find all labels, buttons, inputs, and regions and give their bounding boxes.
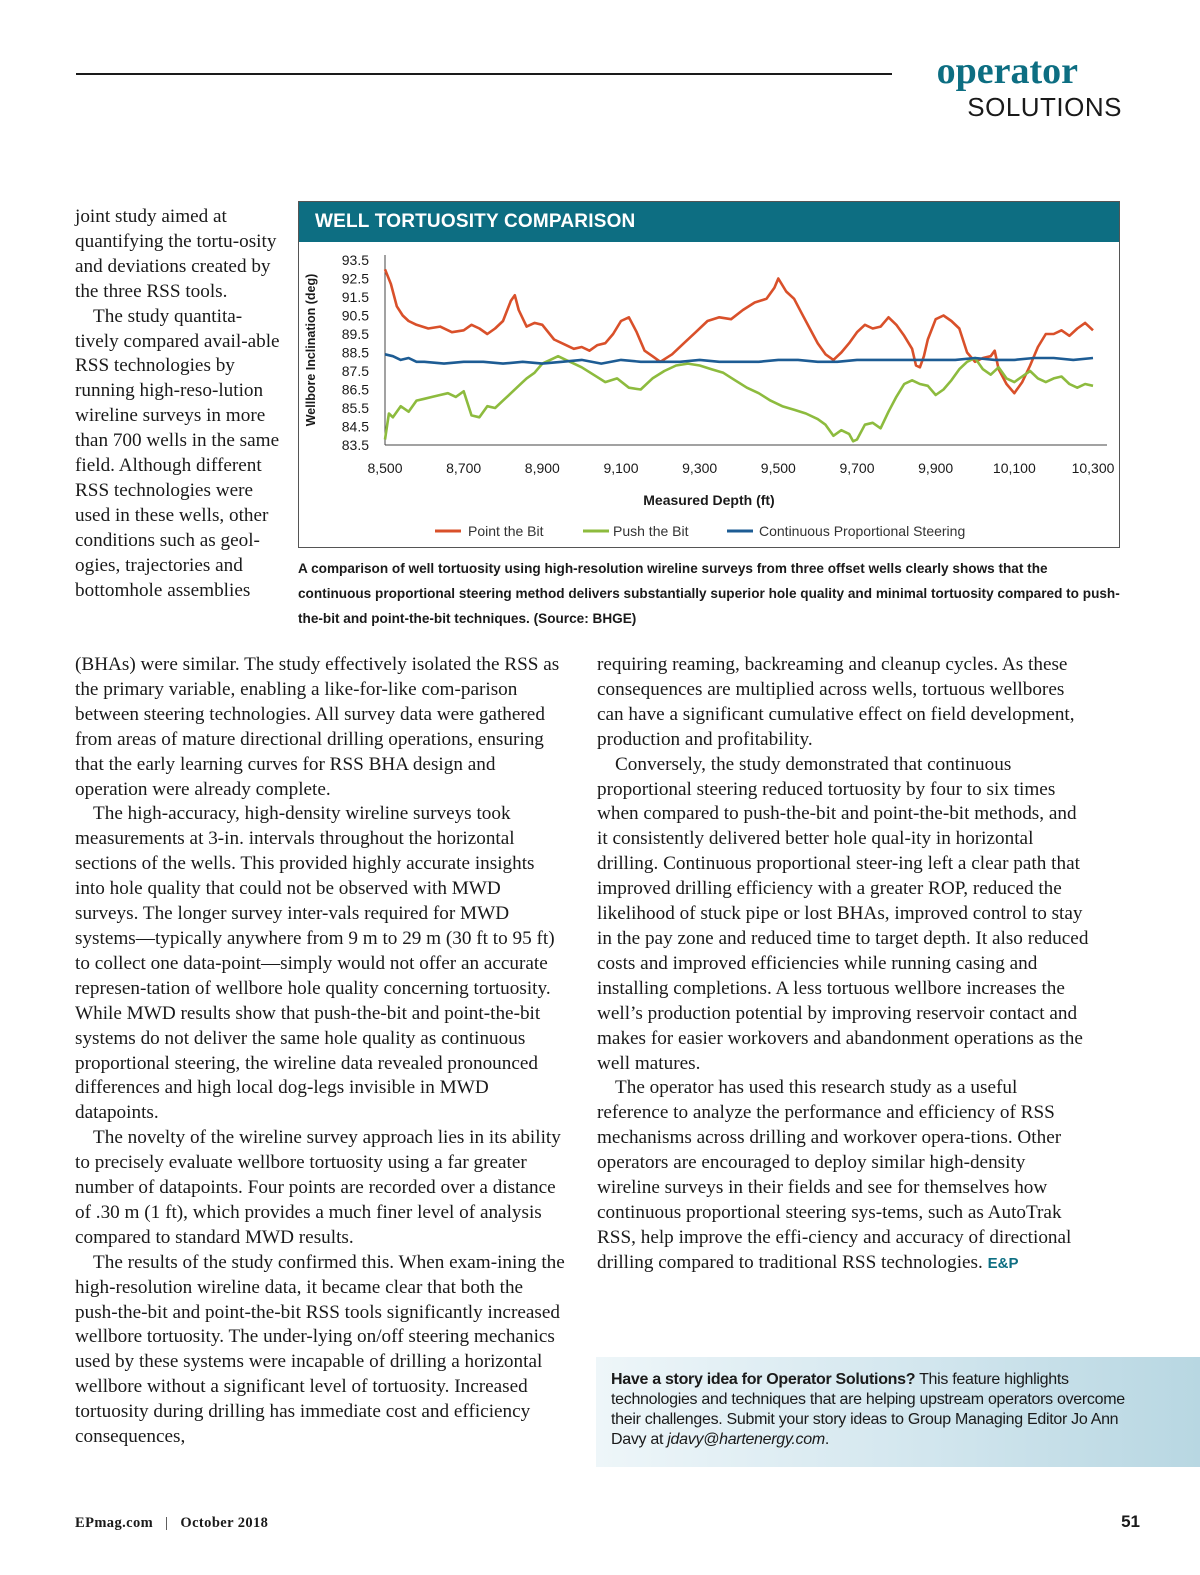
x-tick-label: 10,100 [992, 460, 1036, 476]
line-chart [299, 242, 1119, 547]
ep-mark-p: P [1008, 1254, 1019, 1272]
section-subtitle: SOLUTIONS [967, 92, 1122, 122]
ep-end-mark [988, 1255, 1019, 1272]
series-continuous-proportional-steering [385, 354, 1093, 363]
y-tick-label: 92.5 [341, 270, 369, 287]
section-title: operator [936, 50, 1078, 92]
y-tick-label: 83.5 [341, 437, 369, 453]
paragraph: (BHAs) were similar. The study effectively isolated the RSS as the primary variable, enabling a like-for-like com-parison between steering technologies. All survey data were gathered from areas of mature directional drilling operations, ensuring that the early learning curves for RSS BHA design and operation were already complete. [75, 654, 560, 800]
paragraph: joint study aimed at quantifying the tortu-osity and deviations created by the three RSS tools. [75, 206, 277, 302]
y-tick-label: 90.5 [341, 307, 369, 324]
x-tick-label: 8,500 [367, 460, 403, 476]
text-column-top [75, 205, 285, 604]
series-push-the-bit [385, 356, 1093, 441]
x-tick-label: 10,300 [1071, 460, 1115, 476]
x-tick-label: 8,700 [446, 460, 482, 476]
chart-panel [298, 201, 1120, 548]
header-rule [76, 73, 892, 75]
legend-label-point-the-bit: Point the Bit [468, 523, 544, 539]
x-tick-label: 8,900 [524, 460, 560, 476]
paragraph: The results of the study confirmed this. When exam-ining the high-resolution wireline data, it became clear that both the push-the-bit and point-the-bit RSS tools significantly increased wellbore tortuosity. The under-lying on/off steering mechanics used by these systems were incapable of drilling a horizontal wellbore without a significant level of tortuosity. Increased tortuosity during drilling has immediate cost and efficiency consequences, [75, 1251, 565, 1448]
footer-separator: | [165, 1515, 169, 1531]
figure-caption: A comparison of well tortuosity using high-resolution wireline surveys from three offset wells clearly shows that the continuous proportional steering method delivers substantially superior hole quality and minimal tortuosity compared to push-the-bit and point-the-bit techniques. (Source: BHGE) [298, 561, 1120, 626]
page-number: 51 [1121, 1512, 1140, 1531]
callout-lead: Have a story idea for Operator Solutions? [611, 1371, 916, 1388]
footer-site[interactable]: EPmag.com [75, 1515, 154, 1531]
story-idea-callout [596, 1357, 1200, 1467]
x-tick-label: 9,700 [839, 460, 875, 476]
ep-mark-e: E [987, 1254, 998, 1272]
y-tick-label: 85.5 [341, 400, 369, 416]
y-tick-label: 89.5 [341, 326, 369, 342]
paragraph [597, 1076, 1092, 1276]
y-tick-label: 87.5 [341, 363, 369, 379]
ep-mark-amp: & [997, 1254, 1009, 1272]
x-tick-label: 9,100 [603, 460, 639, 476]
x-tick-label: 9,500 [760, 460, 796, 476]
chart-title: WELL TORTUOSITY COMPARISON [315, 211, 636, 232]
callout-body: This feature highlights technologies and techniques that are helping upstream operators overcome their challenges. Submit your story ideas to Group Managing Editor Jo Ann Davy at [611, 1371, 1125, 1448]
paragraph: requiring reaming, backreaming and cleanup cycles. As these consequences are multiplied across wells, tortuous wellbores can have a significant cumulative effect on field development, production and profitability. [597, 654, 1075, 750]
y-tick-label: 93.5 [341, 252, 369, 268]
y-tick-label: 86.5 [341, 381, 369, 398]
callout-text [611, 1370, 1131, 1450]
x-axis-label: Measured Depth (ft) [643, 492, 775, 508]
chart-header [299, 202, 1119, 242]
footer-date: October 2018 [180, 1515, 269, 1531]
series-point-the-bit [385, 269, 1093, 393]
legend [435, 523, 965, 539]
footer [75, 1515, 268, 1532]
legend-label-push-the-bit: Push the Bit [613, 523, 689, 539]
paragraph: The high-accuracy, high-density wireline surveys took measurements at 3-in. intervals throughout the horizontal sections of the wells. This provided highly accurate insights into hole quality that could not be observed with MWD surveys. The longer survey inter-vals required for MWD systems—typically anywhere from 9 m to 29 m (30 ft to 95 ft) to collect one data-point—simply would not offer an accurate represen-tation of wellbore hole quality concerning tortuosity. While MWD results show that push-the-bit and point-the-bit systems do not deliver the same hole quality as continuous proportional steering, the wireline data revealed pronounced differences and high local dog-legs invisible in MWD datapoints. [75, 803, 555, 1124]
paragraph: Conversely, the study demonstrated that continuous proportional steering reduced tortuosity by four to six times when compared to push-the-bit and point-the-bit methods, and it consistently delivered better hole qual-ity in horizontal drilling. Continuous proportional steer-ing left a clear path that improved drilling efficiency with a greater ROP, reduced the likelihood of stuck pipe or lost BHAs, improved control to stay in the pay zone and reduced time to target depth. It also reduced costs and improved efficiencies while running casing and installing completions. A less tortuous wellbore increases the well’s production potential by improving reservoir contact and makes for easier workovers and abandonment operations as the well matures. [597, 753, 1089, 1074]
y-tick-label: 84.5 [341, 418, 369, 435]
x-tick-label: 9,900 [918, 460, 954, 476]
paragraph-text: The operator has used this research study as a useful reference to analyze the performance and efficiency of RSS mechanisms across drilling and workover opera-tions. Other operators are encouraged to deploy similar high-density wireline surveys in their fields and see for themselves how continuous proportional steering sys-tems, such as AutoTrak RSS, help improve the effi-ciency and accuracy of directional drilling compared to traditional RSS technologies. [597, 1077, 1072, 1273]
y-axis-label: Wellbore Inclination (deg) [304, 273, 318, 427]
text-column-left [75, 653, 565, 1450]
x-tick-label: 9,300 [682, 460, 718, 476]
y-tick-label: 88.5 [341, 344, 369, 361]
y-tick-label: 91.5 [341, 289, 369, 305]
legend-label-continuous-proportional-steering: Continuous Proportional Steering [759, 523, 966, 539]
paragraph: The novelty of the wireline survey approach lies in its ability to precisely evaluate wellbore tortuosity using a far greater number of datapoints. Four points are recorded over a distance of .30 m (1 ft), which provides a much finer level of analysis compared to standard MWD results. [75, 1127, 561, 1248]
callout-email[interactable]: jdavy@hartenergy.com [667, 1431, 825, 1448]
callout-end: . [824, 1431, 830, 1448]
paragraph: The study quantita-tively compared avail-able RSS technologies by running high-reso-lution wireline surveys in more than 700 wells in the same field. Although different RSS technologies were used in these wells, other conditions such as geol-ogies, trajectories and bottomhole assemblies [75, 305, 280, 601]
text-column-right [597, 653, 1092, 1277]
